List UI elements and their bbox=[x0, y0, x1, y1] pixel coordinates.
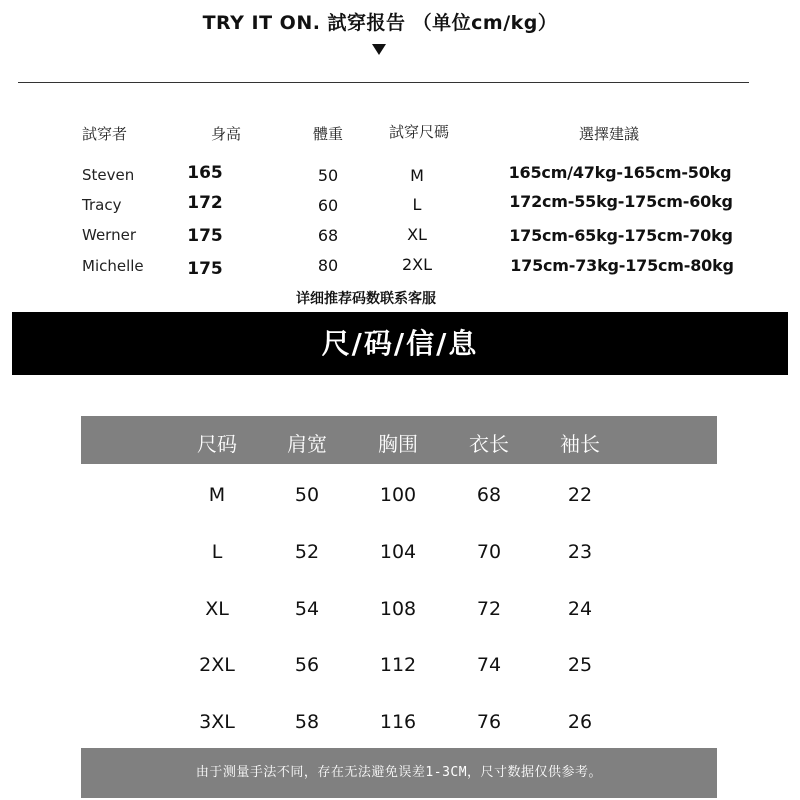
sleeve-cell: 25 bbox=[567, 654, 593, 676]
tester-height: 172 bbox=[187, 193, 223, 213]
size-code-cell: 2XL bbox=[199, 654, 235, 676]
shoulder-cell: 54 bbox=[294, 598, 320, 620]
length-cell: 76 bbox=[476, 711, 502, 733]
header-tester: 試穿者 bbox=[82, 125, 128, 143]
tester-weight: 80 bbox=[317, 256, 339, 275]
size-suggestion: 175cm-73kg-175cm-80kg bbox=[510, 256, 734, 275]
header-size-code: 尺码 bbox=[197, 432, 237, 456]
tester-size: 2XL bbox=[401, 255, 433, 274]
tester-name: Werner bbox=[82, 226, 136, 244]
chest-cell: 104 bbox=[379, 541, 417, 563]
header-size: 試穿尺碼 bbox=[388, 123, 450, 141]
header-sleeve: 袖长 bbox=[560, 432, 600, 456]
tester-height: 165 bbox=[187, 163, 223, 183]
tester-size: L bbox=[412, 195, 422, 214]
header-weight: 體重 bbox=[312, 125, 344, 143]
contact-service-note: 详细推荐码数联系客服 bbox=[296, 291, 436, 307]
measurement-disclaimer: 由于测量手法不同，存在无法避免误差1-3CM，尺寸数据仅供参考。 bbox=[195, 765, 603, 780]
tester-name: Michelle bbox=[82, 257, 144, 275]
shoulder-cell: 58 bbox=[294, 711, 320, 733]
length-cell: 70 bbox=[476, 541, 502, 563]
report-title: TRY IT ON. 試穿报告 （单位cm/kg） bbox=[202, 12, 558, 34]
sleeve-cell: 24 bbox=[567, 598, 593, 620]
tester-size: M bbox=[410, 166, 424, 185]
size-code-cell: M bbox=[208, 484, 226, 506]
tester-height: 175 bbox=[187, 226, 223, 246]
header-height: 身高 bbox=[210, 125, 242, 143]
tester-weight: 68 bbox=[317, 226, 339, 245]
size-suggestion: 172cm-55kg-175cm-60kg bbox=[509, 192, 733, 211]
tester-height: 175 bbox=[187, 259, 223, 279]
header-length: 衣长 bbox=[469, 432, 509, 456]
down-arrow-icon bbox=[372, 44, 386, 55]
length-cell: 74 bbox=[476, 654, 502, 676]
sleeve-cell: 23 bbox=[567, 541, 593, 563]
tester-name: Steven bbox=[82, 166, 135, 184]
tester-weight: 60 bbox=[317, 196, 339, 215]
shoulder-cell: 50 bbox=[294, 484, 320, 506]
length-cell: 68 bbox=[476, 484, 502, 506]
chest-cell: 116 bbox=[379, 711, 417, 733]
header-suggestion: 選擇建議 bbox=[578, 125, 640, 143]
size-code-cell: XL bbox=[205, 598, 229, 620]
header-shoulder: 肩宽 bbox=[287, 432, 327, 456]
tester-size: XL bbox=[407, 225, 427, 244]
sleeve-cell: 26 bbox=[567, 711, 593, 733]
divider bbox=[18, 82, 749, 83]
size-suggestion: 175cm-65kg-175cm-70kg bbox=[509, 226, 733, 245]
chest-cell: 112 bbox=[379, 654, 417, 676]
sleeve-cell: 22 bbox=[567, 484, 593, 506]
length-cell: 72 bbox=[476, 598, 502, 620]
size-code-cell: L bbox=[211, 541, 223, 563]
tester-weight: 50 bbox=[317, 166, 339, 185]
header-chest: 胸围 bbox=[378, 432, 418, 456]
size-suggestion: 165cm/47kg-165cm-50kg bbox=[508, 163, 732, 182]
chest-cell: 108 bbox=[379, 598, 417, 620]
shoulder-cell: 56 bbox=[294, 654, 320, 676]
shoulder-cell: 52 bbox=[294, 541, 320, 563]
section-banner-title: 尺/码/信/息 bbox=[321, 327, 479, 360]
size-code-cell: 3XL bbox=[199, 711, 235, 733]
chest-cell: 100 bbox=[379, 484, 417, 506]
tester-name: Tracy bbox=[82, 196, 122, 214]
